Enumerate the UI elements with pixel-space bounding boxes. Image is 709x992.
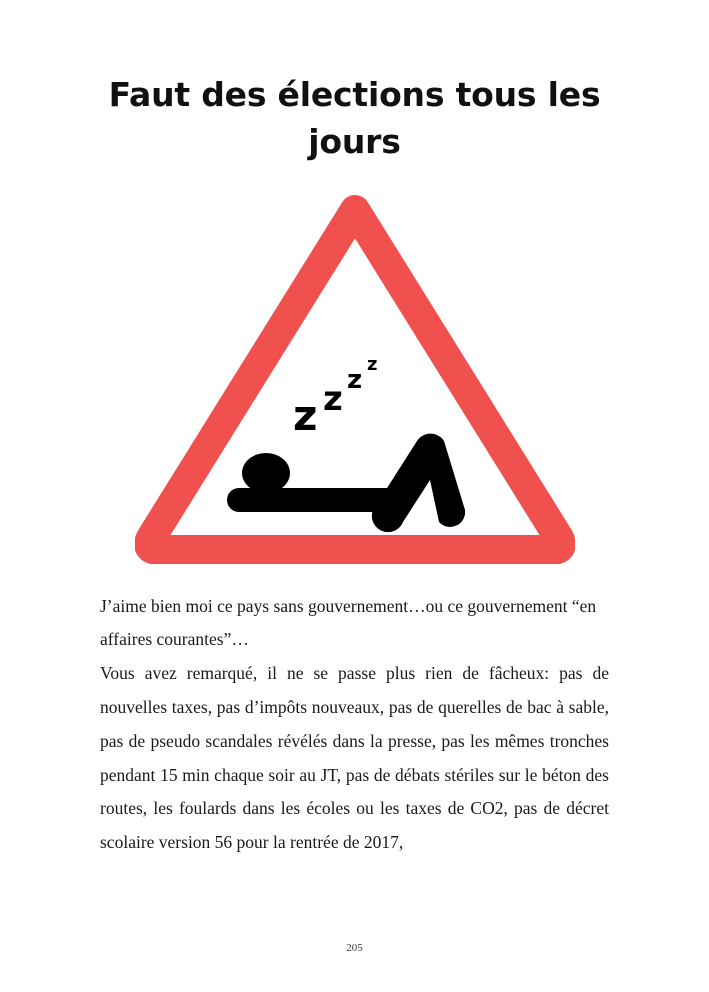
svg-text:z: z xyxy=(346,364,362,395)
page-number: 205 xyxy=(346,942,363,954)
svg-text:z: z xyxy=(292,390,317,440)
sleeping-person-icon xyxy=(227,433,465,532)
svg-text:z: z xyxy=(322,378,343,419)
illustration-warning-triangle xyxy=(135,188,575,564)
paragraph-2: Vous avez remarqué, il ne se passe plus rien de fâcheux: pas de nouvelles taxes, pas d’impôts nouveaux, pas de querelles de bac à sable, pas de pseudo scandales révélés dans la presse, pas les mêmes tronches pendant 15 min chaque soir au JT, pas de débats stériles sur le béton des routes, les foulards dans les écoles ou les taxes de CO2, pas de décret scolaire version 56 pour la rentrée de 2017, xyxy=(100,663,609,853)
svg-text:z: z xyxy=(366,353,377,375)
paragraph-1: J’aime bien moi ce pays sans gouvernement…ou ce gouvernement “en affaires courantes”… xyxy=(100,595,597,650)
page-title: Faut des élections tous les jours xyxy=(108,75,601,161)
snore-letters-icon xyxy=(293,354,377,440)
body-text xyxy=(100,590,609,860)
